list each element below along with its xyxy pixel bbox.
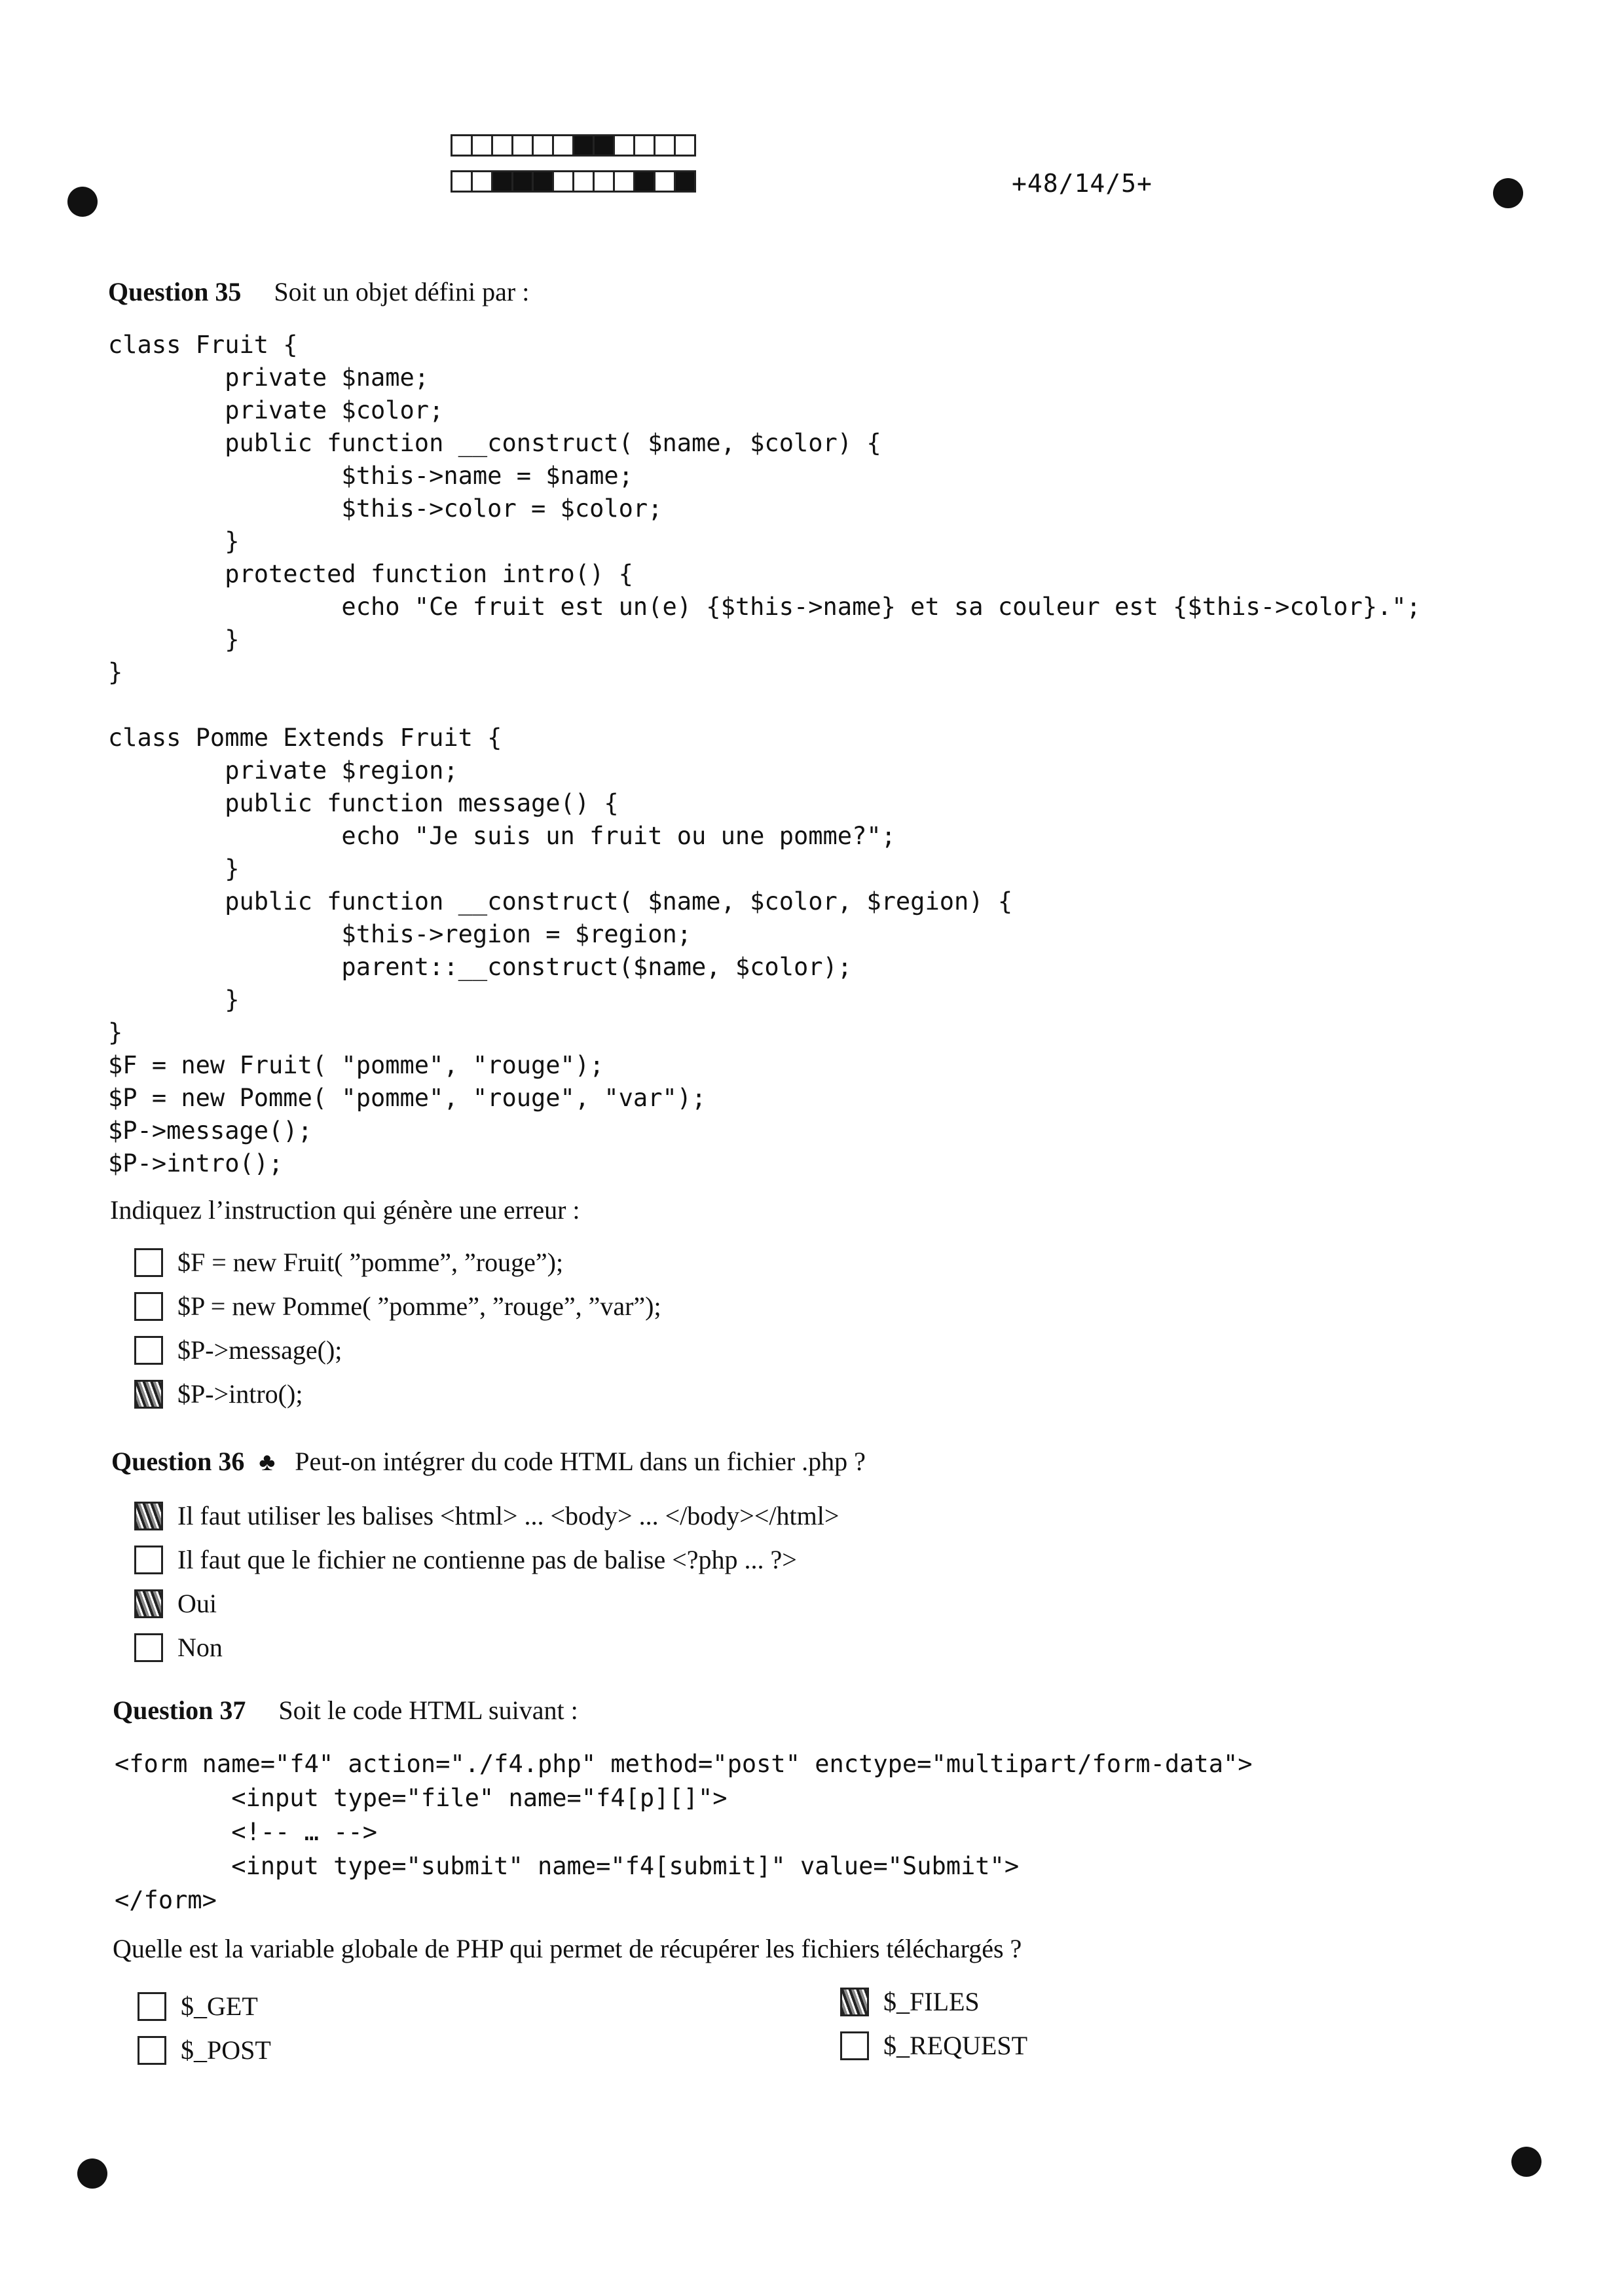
question-number: Question 35 — [108, 277, 242, 306]
option-label: $_GET — [181, 1991, 258, 2021]
code-cell-empty — [532, 134, 554, 157]
q37-option-request[interactable] — [840, 2030, 1027, 2061]
code-cell-empty — [613, 134, 635, 157]
checkbox[interactable] — [134, 1380, 163, 1409]
q36-option-2[interactable] — [134, 1544, 797, 1575]
code-cell-empty — [613, 170, 635, 193]
registration-dot-top-left — [67, 187, 98, 217]
q37-option-files[interactable] — [840, 1986, 980, 2017]
q36-option-4[interactable] — [134, 1632, 223, 1663]
code-cell-empty — [491, 134, 513, 157]
checkbox[interactable] — [138, 1992, 166, 2021]
checkbox[interactable] — [134, 1292, 163, 1321]
code-cell-empty — [471, 170, 493, 193]
code-cell-empty — [633, 134, 655, 157]
question-number: Question 37 — [113, 1695, 246, 1725]
question-35-title — [108, 276, 529, 307]
option-label: $P->message(); — [177, 1335, 342, 1365]
binary-code-row-1 — [451, 134, 694, 157]
code-cell-filled — [511, 170, 534, 193]
code-cell-empty — [451, 134, 473, 157]
option-label: $_FILES — [883, 1987, 980, 2016]
question-35-code: class Fruit { private $name; private $color; public function __construct( $name, $color) { $this->name = $name; $this->color = $color; } protected function intro() { echo "Ce fruit est un(e) {$this->name} et sa couleur est {$this->color}."; } } class Pomme Extends Fruit { private $region; public function message() { echo "Je suis un fruit ou une pomme?"; } public function __construct( $name, $color, $region) { $this->region = $region; parent::__construct($name, $color); } } $F = new Fruit( "pomme", "rouge"); $P = new Pomme( "pomme", "rouge", "var"); $P->message(); $P->intro(); — [108, 331, 1421, 1177]
option-label: $_REQUEST — [883, 2031, 1027, 2060]
question-36-title — [111, 1446, 866, 1477]
code-cell-filled — [674, 170, 696, 193]
registration-dot-bottom-left — [77, 2158, 107, 2189]
checkbox[interactable] — [840, 2031, 869, 2060]
option-label: Il faut utiliser les balises <html> ... <body> ... </body></html> — [177, 1501, 840, 1530]
checkbox[interactable] — [138, 2036, 166, 2065]
code-cell-empty — [572, 170, 595, 193]
checkbox[interactable] — [134, 1502, 163, 1530]
code-cell-empty — [451, 170, 473, 193]
q37-option-post[interactable] — [138, 2035, 271, 2065]
code-cell-filled — [572, 134, 595, 157]
club-icon: ♣ — [259, 1449, 276, 1476]
question-text: Soit un objet défini par : — [274, 277, 530, 306]
question-37-prompt: Quelle est la variable globale de PHP qui permet de récupérer les fichiers téléchargés ? — [113, 1934, 1022, 1963]
option-label: Non — [177, 1633, 223, 1662]
question-number: Question 36 — [111, 1447, 245, 1476]
page-id: +48/14/5+ — [1012, 169, 1153, 198]
question-37-code: <form name="f4" action="./f4.php" method="post" enctype="multipart/form-data"> <input type="file" name="f4[p][]"> <!-- … --> <input type="submit" name="f4[submit]" value="Submit"> </form> — [115, 1750, 1253, 1914]
checkbox[interactable] — [840, 1988, 869, 2016]
code-cell-empty — [511, 134, 534, 157]
checkbox[interactable] — [134, 1248, 163, 1277]
q36-option-3[interactable] — [134, 1588, 217, 1619]
question-text: Peut-on intégrer du code HTML dans un fichier .php ? — [295, 1447, 866, 1476]
checkbox[interactable] — [134, 1633, 163, 1662]
option-label: $F = new Fruit( ”pomme”, ”rouge”); — [177, 1248, 564, 1277]
code-cell-empty — [471, 134, 493, 157]
code-cell-empty — [654, 170, 676, 193]
code-cell-empty — [654, 134, 676, 157]
code-cell-filled — [633, 170, 655, 193]
checkbox[interactable] — [134, 1546, 163, 1574]
checkbox[interactable] — [134, 1589, 163, 1618]
binary-code-row-2 — [451, 170, 694, 193]
code-cell-filled — [532, 170, 554, 193]
question-text: Soit le code HTML suivant : — [278, 1695, 578, 1725]
code-cell-empty — [552, 170, 574, 193]
q35-option-1[interactable] — [134, 1247, 563, 1278]
q36-option-1[interactable] — [134, 1500, 839, 1531]
code-cell-filled — [491, 170, 513, 193]
q35-option-3[interactable] — [134, 1335, 342, 1365]
question-37-title — [113, 1695, 578, 1726]
code-cell-empty — [552, 134, 574, 157]
q37-option-get[interactable] — [138, 1991, 258, 2022]
question-35-prompt: Indiquez l’instruction qui génère une erreur : — [110, 1195, 580, 1225]
code-cell-empty — [593, 170, 615, 193]
code-cell-filled — [593, 134, 615, 157]
q35-option-4[interactable] — [134, 1379, 303, 1409]
checkbox[interactable] — [134, 1336, 163, 1365]
option-label: Il faut que le fichier ne contienne pas de balise <?php ... ?> — [177, 1545, 797, 1574]
option-label: $_POST — [181, 2035, 271, 2065]
registration-dot-top-right — [1493, 178, 1523, 208]
q35-option-2[interactable] — [134, 1291, 661, 1322]
registration-dot-bottom-right — [1511, 2147, 1541, 2177]
code-cell-empty — [674, 134, 696, 157]
option-label: $P = new Pomme( ”pomme”, ”rouge”, ”var”); — [177, 1291, 661, 1321]
option-label: $P->intro(); — [177, 1379, 303, 1409]
option-label: Oui — [177, 1589, 217, 1618]
